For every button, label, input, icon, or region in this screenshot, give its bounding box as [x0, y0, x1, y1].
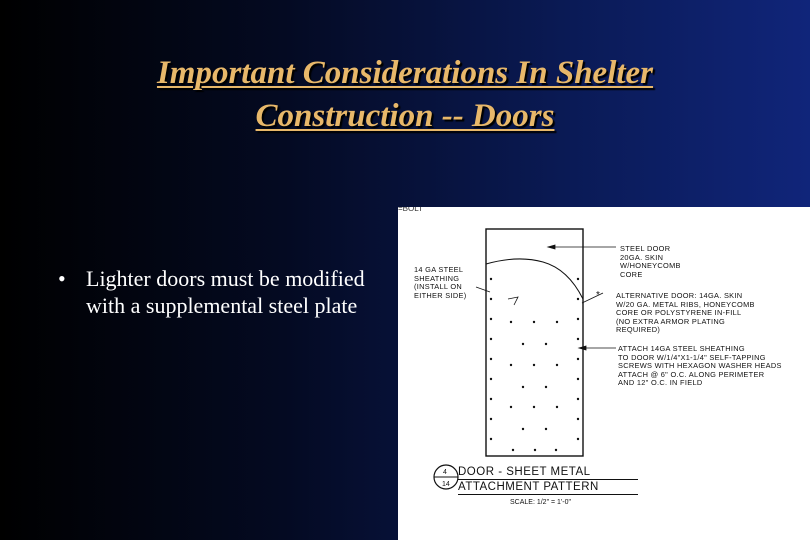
detail-title-line-2: ATTACHMENT PATTERN: [458, 481, 638, 495]
core-curve: [486, 259, 583, 299]
door-attachment-drawing: [398, 207, 810, 540]
bullet-text: Lighter doors must be modified with a supplemental steel plate: [86, 266, 365, 318]
slide-title: [40, 52, 770, 138]
drawing-top-fragment: =BOLT: [398, 207, 423, 213]
scale-note: SCALE: 1/2" = 1'-0": [510, 499, 571, 506]
section-mark: [508, 297, 518, 305]
screw-pattern: [490, 278, 579, 451]
note-attach-sheathing: ATTACH 14GA STEEL SHEATHING TO DOOR W/1/4"X1-1/4" SELF-TAPPING SCREWS WITH HEXAGON WASHER HEADS ATTACH @ 6" O.C. ALONG PERIMETER AND 12" O.C. IN FIELD: [618, 344, 782, 388]
detail-title-line-1: DOOR - SHEET METAL: [458, 466, 638, 480]
door-outline: [486, 229, 583, 456]
bullet-item: [58, 265, 388, 319]
slide-title-line-2: Construction -- Doors: [255, 98, 555, 134]
bullet-list: [58, 265, 388, 319]
left-note-sheathing: 14 GA STEEL SHEATHING (INSTALL ON EITHER SIDE): [414, 265, 467, 300]
detail-number: 4: [443, 469, 447, 476]
detail-title: [458, 466, 638, 495]
leader-lines: [476, 245, 616, 350]
note-alternative-door: ALTERNATIVE DOOR: 14GA. SKIN W/20 GA. METAL RIBS, HONEYCOMB CORE OR POLYSTYRENE IN-FILL (NO EXTRA ARMOR PLATING REQUIRED): [616, 291, 755, 335]
note-steel-door: STEEL DOOR 20GA. SKIN W/HONEYCOMB CORE: [620, 244, 681, 279]
detail-sheet: 14: [442, 481, 450, 488]
bullet-marker: •: [58, 266, 66, 291]
asterisk-mark: *: [596, 290, 600, 301]
slide-title-line-1: Important Considerations In Shelter: [156, 55, 654, 91]
